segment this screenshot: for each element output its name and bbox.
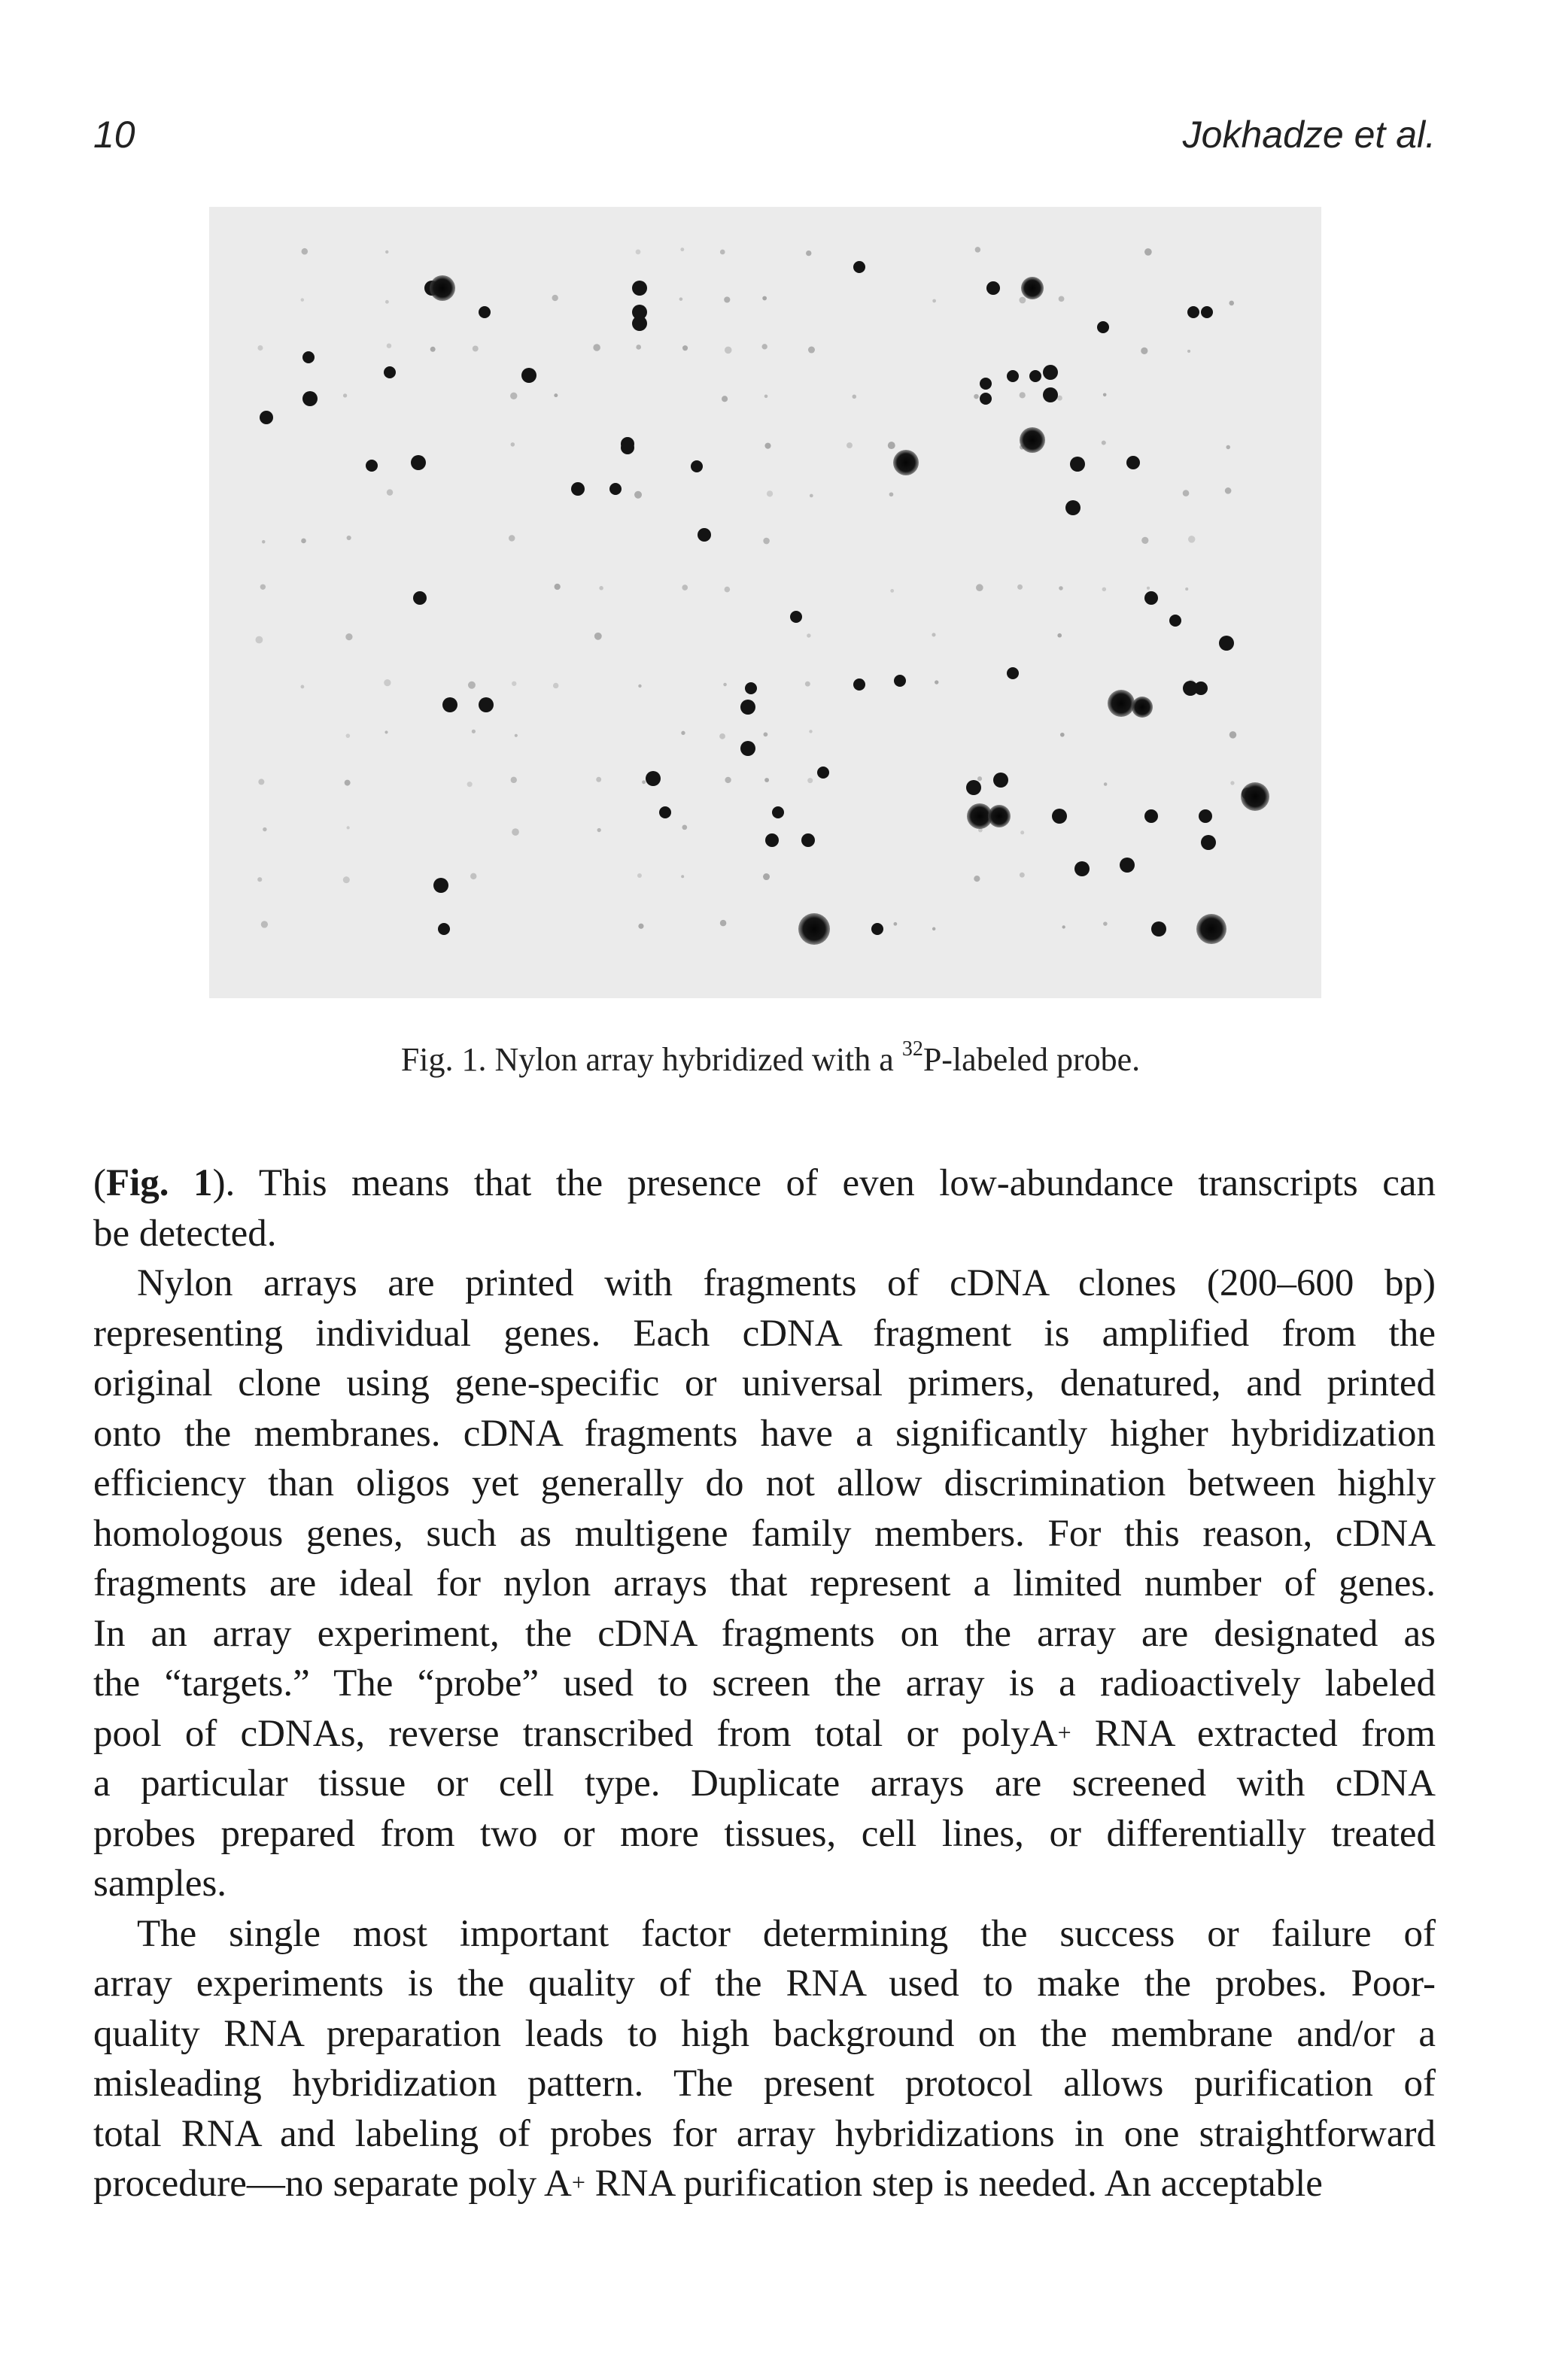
array-spot	[384, 366, 396, 378]
faint-spot	[808, 346, 815, 353]
text-run: the “targets.” The “probe” used to screen the array is a radioactively labeled	[93, 1662, 1436, 1705]
array-spot	[1219, 636, 1234, 651]
array-spot	[411, 455, 426, 470]
faint-spot	[1062, 925, 1065, 928]
array-spot	[765, 833, 779, 847]
faint-spot	[638, 685, 641, 688]
array-spot	[1074, 861, 1090, 876]
faint-spot	[762, 296, 767, 301]
array-spot-large	[1196, 914, 1226, 944]
faint-spot	[763, 873, 770, 880]
faint-spot	[636, 250, 641, 255]
faint-spot	[387, 489, 393, 495]
faint-spot	[301, 539, 306, 544]
faint-spot	[932, 633, 935, 636]
text-run: be detected.	[93, 1212, 277, 1255]
faint-spot	[893, 922, 897, 926]
faint-spot	[682, 584, 688, 590]
text-line	[93, 2009, 1436, 2060]
array-spot	[1070, 457, 1085, 472]
faint-spot	[680, 247, 684, 251]
text-run: probes prepared from two or more tissues, cell lines, or differentially treated	[93, 1812, 1436, 1855]
caption-superscript: 32	[901, 1037, 923, 1061]
faint-spot	[763, 538, 770, 545]
array-spot	[980, 393, 992, 405]
array-spot	[1144, 591, 1158, 605]
array-spot	[479, 697, 494, 712]
array-spot	[366, 460, 378, 472]
array-spot	[871, 923, 883, 935]
array-spot	[1151, 921, 1166, 937]
array-spot	[1199, 809, 1212, 823]
faint-spot	[764, 778, 769, 782]
faint-spot	[385, 300, 389, 304]
text-line	[93, 1909, 1436, 1960]
faint-spot	[257, 345, 263, 351]
text-run: In an array experiment, the cDNA fragments on the array are designated as	[93, 1612, 1436, 1655]
paragraph	[93, 1258, 1436, 1909]
text-run: a particular tissue or cell type. Duplicate arrays are screened with cDNA	[93, 1762, 1436, 1805]
faint-spot	[1141, 348, 1147, 354]
faint-spot	[1060, 733, 1065, 737]
faint-spot	[385, 250, 388, 253]
text-run: fragments are ideal for nylon arrays that represent a limited number of genes.	[93, 1562, 1436, 1604]
faint-spot	[596, 777, 601, 782]
faint-spot	[764, 395, 768, 399]
faint-spot	[1102, 441, 1106, 445]
faint-spot	[470, 873, 476, 879]
faint-spot	[515, 734, 518, 737]
faint-spot	[807, 778, 813, 783]
text-run: Nylon arrays are printed with fragments of cDNA clones (200–600 bp)	[137, 1262, 1436, 1304]
text-run: The single most important factor determining the success or failure of	[137, 1912, 1436, 1955]
figure-reference: Fig. 1	[105, 1162, 213, 1204]
array-spot	[1187, 306, 1199, 318]
text-run: original clone using gene-specific or universal primers, denatured, and printed	[93, 1362, 1436, 1404]
running-header	[93, 113, 1436, 165]
array-spot	[260, 411, 273, 424]
text-line	[93, 2109, 1436, 2160]
faint-spot	[345, 780, 351, 786]
text-run: array experiments is the quality of the RNA used to make the probes. Poor-	[93, 1963, 1436, 2005]
text-run: misleading hybridization pattern. The present protocol allows purification of	[93, 2063, 1436, 2105]
faint-spot	[1226, 445, 1230, 449]
array-spot	[302, 391, 318, 406]
array-spot	[1120, 858, 1135, 873]
faint-spot	[719, 733, 725, 739]
faint-spot	[1057, 633, 1062, 638]
array-spot	[1007, 370, 1019, 382]
faint-spot	[1019, 297, 1026, 304]
text-line	[93, 1609, 1436, 1659]
superscript: +	[571, 2169, 585, 2196]
faint-spot	[343, 876, 350, 883]
page-number: 10	[93, 114, 135, 156]
text-line	[93, 1509, 1436, 1559]
text-line	[93, 1809, 1436, 1859]
array-spot-large	[430, 275, 455, 301]
faint-spot	[255, 636, 263, 644]
array-spot	[790, 611, 802, 623]
faint-spot	[1103, 393, 1107, 396]
array-spot	[1065, 500, 1081, 515]
array-spot	[993, 773, 1008, 788]
faint-spot	[1020, 830, 1024, 834]
nylon-array-figure	[209, 207, 1321, 998]
faint-spot	[1103, 921, 1108, 926]
text-line	[93, 1409, 1436, 1459]
faint-spot	[511, 442, 515, 447]
array-spot	[1169, 615, 1181, 627]
figure-caption	[0, 1037, 1541, 1079]
faint-spot	[384, 730, 388, 733]
faint-spot	[1102, 587, 1106, 591]
faint-spot	[974, 876, 980, 882]
faint-spot	[510, 393, 517, 399]
faint-spot	[764, 443, 770, 449]
faint-spot	[467, 782, 473, 787]
faint-spot	[387, 343, 391, 348]
array-spot	[894, 675, 906, 687]
faint-spot	[889, 492, 894, 496]
array-spot	[302, 351, 315, 363]
faint-spot	[682, 824, 687, 830]
faint-spot	[1230, 781, 1234, 785]
faint-spot	[638, 924, 643, 929]
array-spot	[801, 833, 815, 847]
array-spot	[609, 483, 622, 495]
faint-spot	[725, 777, 731, 783]
faint-spot	[552, 295, 558, 301]
text-run: RNA extracted from	[1071, 1712, 1436, 1755]
text-line	[93, 1559, 1436, 1609]
faint-spot	[722, 396, 728, 402]
text-line	[93, 1959, 1436, 2009]
faint-spot	[1017, 584, 1023, 590]
faint-spot	[974, 394, 978, 399]
faint-spot	[976, 584, 983, 591]
faint-spot	[935, 680, 938, 684]
array-spot	[1007, 667, 1019, 679]
array-spot	[646, 771, 661, 786]
array-spot	[1052, 809, 1067, 824]
faint-spot	[767, 490, 773, 496]
array-spot	[1126, 456, 1140, 469]
array-spot	[986, 281, 1000, 295]
text-line	[93, 1158, 1436, 1209]
array-spot	[632, 316, 647, 331]
faint-spot	[1147, 587, 1150, 590]
faint-spot	[634, 491, 642, 499]
array-spot	[691, 460, 703, 472]
array-spot-large	[893, 450, 919, 475]
text-run: (	[93, 1162, 106, 1204]
faint-spot	[806, 250, 811, 256]
faint-spot	[932, 299, 936, 303]
array-spot	[853, 261, 865, 273]
faint-spot	[258, 779, 264, 785]
faint-spot	[345, 633, 352, 640]
faint-spot	[261, 921, 268, 927]
faint-spot	[473, 345, 479, 351]
superscript: +	[1057, 1718, 1071, 1746]
caption-text-prefix: Fig. 1. Nylon array hybridized with a	[400, 1041, 902, 1078]
faint-spot	[805, 682, 810, 687]
array-spot-large	[988, 805, 1011, 827]
array-spot	[1097, 321, 1109, 333]
faint-spot	[724, 296, 730, 302]
faint-spot	[384, 679, 391, 686]
faint-spot	[1229, 731, 1237, 739]
faint-spot	[682, 345, 688, 351]
array-spot-large	[1108, 690, 1135, 717]
faint-spot	[512, 828, 519, 836]
faint-spot	[642, 780, 646, 784]
faint-spot	[1225, 487, 1232, 494]
faint-spot	[430, 347, 436, 352]
text-run: homologous genes, such as multigene family members. For this reason, cDNA	[93, 1512, 1436, 1555]
faint-spot	[1057, 396, 1062, 401]
faint-spot	[977, 776, 982, 781]
text-run: efficiency than oligos yet generally do not allow discrimination between highly	[93, 1462, 1436, 1504]
faint-spot	[347, 536, 351, 540]
text-line	[93, 1459, 1436, 1509]
faint-spot	[1188, 536, 1195, 542]
array-spot-large	[1132, 697, 1153, 718]
faint-spot	[807, 633, 810, 637]
faint-spot	[553, 683, 558, 688]
array-spot	[817, 767, 829, 779]
faint-spot	[853, 395, 856, 399]
faint-spot	[594, 633, 602, 640]
faint-spot	[637, 873, 642, 878]
array-spot	[1043, 387, 1058, 402]
array-spot	[1144, 809, 1158, 823]
faint-spot	[263, 827, 266, 831]
faint-spot	[1183, 490, 1190, 496]
text-run: representing individual genes. Each cDNA fragment is amplified from the	[93, 1312, 1436, 1355]
array-spot	[521, 368, 536, 383]
faint-spot	[720, 250, 725, 255]
array-spot	[659, 806, 671, 818]
faint-spot	[679, 297, 683, 301]
faint-spot	[975, 247, 980, 252]
faint-spot	[300, 685, 304, 689]
faint-spot	[1059, 296, 1065, 302]
paragraph	[93, 1158, 1436, 1258]
text-run: RNA purification step is needed. An acceptable	[585, 2163, 1323, 2205]
array-spot	[571, 482, 585, 496]
faint-spot	[723, 683, 727, 687]
faint-spot	[512, 682, 516, 686]
text-line	[93, 1659, 1436, 1709]
array-spot	[621, 437, 634, 451]
faint-spot	[1144, 248, 1152, 256]
text-run: total RNA and labeling of probes for array hybridizations in one straightforward	[93, 2112, 1436, 2155]
array-spot-large	[1021, 277, 1044, 299]
array-spot	[413, 591, 427, 605]
faint-spot	[555, 584, 561, 590]
array-spot	[1043, 365, 1058, 380]
array-spot-large	[798, 913, 830, 945]
text-run: samples.	[93, 1862, 227, 1905]
array-spot	[479, 306, 491, 318]
faint-spot	[1020, 873, 1025, 878]
array-spot	[1201, 306, 1213, 318]
array-spot	[772, 806, 784, 818]
faint-spot	[343, 393, 347, 397]
array-spot	[740, 700, 755, 715]
array-spot-large	[1020, 427, 1045, 453]
faint-spot	[761, 344, 767, 349]
faint-spot	[1059, 586, 1063, 590]
faint-spot	[1020, 392, 1026, 398]
array-spot	[438, 923, 450, 935]
faint-spot	[257, 877, 262, 882]
faint-spot	[720, 920, 726, 926]
faint-spot	[262, 540, 265, 543]
array-image	[209, 207, 1321, 998]
text-line	[93, 2159, 1436, 2209]
array-spot-large	[1241, 782, 1269, 811]
array-spot	[740, 741, 755, 756]
text-line	[93, 1258, 1436, 1309]
faint-spot	[932, 927, 935, 930]
faint-spot	[597, 828, 601, 832]
text-line	[93, 1859, 1436, 1909]
faint-spot	[1104, 782, 1108, 786]
faint-spot	[468, 682, 476, 689]
array-spot	[1194, 682, 1208, 695]
array-spot	[433, 878, 448, 893]
faint-spot	[810, 494, 813, 498]
paragraph	[93, 1909, 1436, 2209]
text-line	[93, 1709, 1436, 1759]
body-text	[93, 1158, 1436, 2209]
faint-spot	[1229, 301, 1234, 306]
faint-spot	[260, 584, 266, 590]
faint-spot	[1187, 350, 1190, 353]
array-spot	[853, 678, 865, 691]
faint-spot	[347, 826, 350, 829]
running-author: Jokhadze et al.	[1182, 114, 1436, 156]
faint-spot	[301, 298, 305, 302]
array-spot	[698, 528, 711, 542]
text-run: onto the membranes. cDNA fragments have a significantly higher hybridization	[93, 1412, 1436, 1455]
text-run: quality RNA preparation leads to high background on the membrane and/or a	[93, 2012, 1436, 2055]
faint-spot	[809, 730, 812, 733]
caption-text-suffix: P-labeled probe.	[922, 1041, 1141, 1078]
faint-spot	[636, 345, 641, 350]
faint-spot	[511, 777, 517, 783]
array-spot	[1201, 835, 1216, 850]
array-spot	[632, 281, 647, 296]
text-line	[93, 1759, 1436, 1809]
faint-spot	[599, 586, 603, 590]
text-run: pool of cDNAs, reverse transcribed from total or polyA	[93, 1712, 1058, 1755]
faint-spot	[346, 733, 351, 738]
faint-spot	[593, 344, 600, 351]
faint-spot	[509, 535, 515, 541]
text-line	[93, 1358, 1436, 1409]
array-spot	[745, 682, 757, 694]
text-line	[93, 1209, 1436, 1259]
faint-spot	[890, 589, 894, 593]
faint-spot	[846, 442, 853, 448]
array-spot	[966, 780, 981, 795]
faint-spot	[554, 393, 558, 397]
faint-spot	[472, 730, 476, 733]
text-line	[93, 2059, 1436, 2109]
array-spot	[1029, 370, 1041, 382]
faint-spot	[888, 442, 895, 449]
faint-spot	[302, 248, 309, 255]
text-line	[93, 1309, 1436, 1359]
text-run: ). This means that the presence of even low-abundance transcripts can	[212, 1162, 1436, 1204]
faint-spot	[1185, 587, 1188, 590]
text-run: procedure—no separate poly A	[93, 2163, 572, 2205]
faint-spot	[725, 587, 731, 593]
array-spot	[442, 697, 457, 712]
faint-spot	[1141, 537, 1148, 544]
faint-spot	[681, 731, 685, 735]
faint-spot	[764, 733, 768, 737]
array-spot	[980, 378, 992, 390]
faint-spot	[725, 347, 732, 354]
faint-spot	[681, 875, 684, 878]
